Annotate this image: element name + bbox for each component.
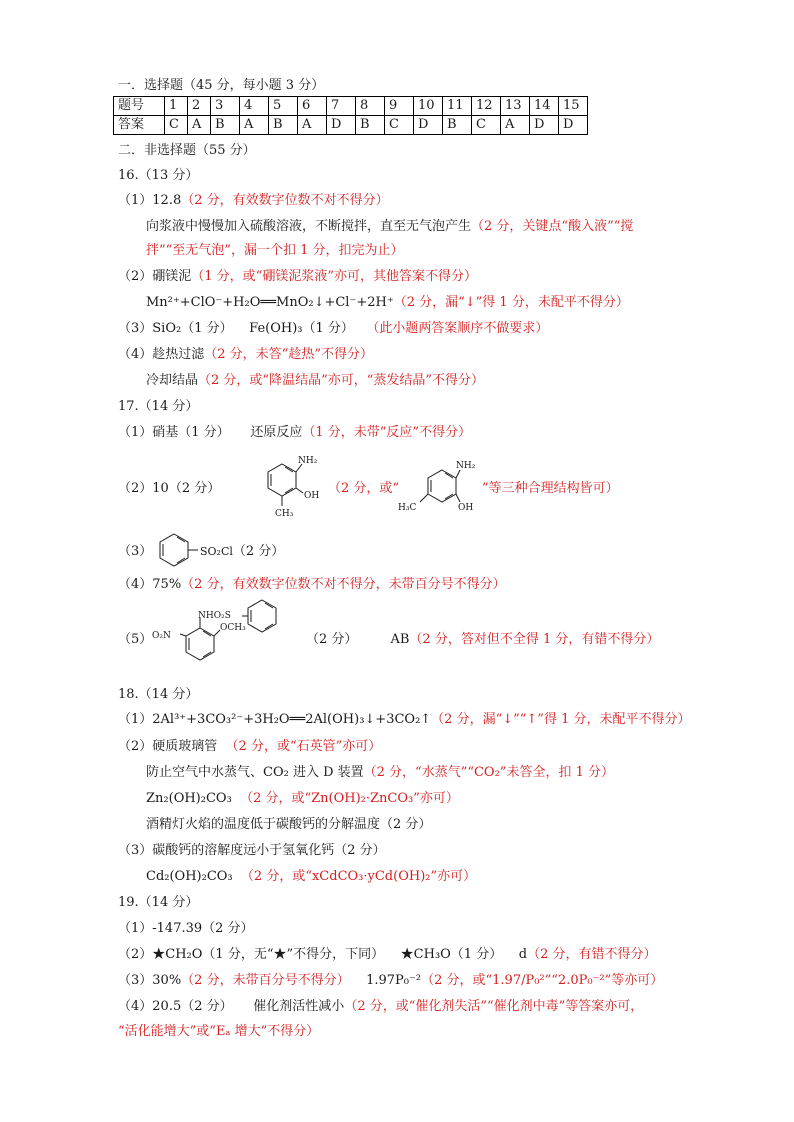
- sulfonamide-label: NHO₂S: [198, 611, 231, 621]
- answer-text: Zn₂(OH)₂CO₃: [146, 791, 232, 806]
- scoring-note: （1 分，或“硼镁泥浆液”亦可，其他答案不得分）: [191, 269, 477, 284]
- section1-title: 一．选择题（45 分，每小题 3 分）: [118, 78, 325, 93]
- answer-text: 防止空气中水蒸气、CO₂ 进入 D 装置: [146, 765, 364, 780]
- answer-text: AB: [390, 632, 410, 647]
- answer-text: （2）硬质玻璃管: [118, 739, 218, 754]
- scoring-note: （2 分，“水蒸气”“CO₂”未答全，扣 1 分）: [363, 765, 614, 780]
- methyl-label: CH₃: [275, 509, 294, 519]
- scoring-note: （2 分，有效数字位数不对不得分，未带百分号不得分）: [181, 577, 506, 592]
- answer-text: （3）30%: [118, 973, 182, 988]
- answer-text: （4）20.5（2 分）: [118, 999, 233, 1014]
- table-cell: 12: [472, 97, 501, 116]
- scoring-note: （2 分，或“xCdCO₃·yCd(OH)₂”亦可）: [240, 869, 477, 884]
- scoring-note: （2 分，答对但不全得 1 分，有错不得分）: [409, 632, 660, 647]
- q19-part4: [118, 998, 643, 1016]
- q17-heading: 17.（14 分）: [118, 399, 199, 414]
- table-cell: 5: [269, 97, 298, 116]
- scoring-note: （2 分，有错不得分）: [527, 947, 657, 962]
- table-cell: B: [211, 116, 240, 135]
- table-cell: A: [501, 116, 530, 135]
- answer-text: （4）趁热过滤: [118, 347, 205, 362]
- answer-text: （1）硝基（1 分）: [118, 425, 230, 440]
- structure-sulfonamide-product: [150, 598, 300, 680]
- q17-part2-label: （2）10（2 分）: [118, 481, 221, 496]
- table-header-label: 题号: [114, 97, 165, 116]
- table-cell: B: [269, 116, 298, 135]
- score: （2 分）: [232, 544, 285, 559]
- q18-part2: [118, 738, 381, 756]
- table-cell: C: [472, 116, 501, 135]
- methyl-label: H₃C: [398, 503, 417, 513]
- q16-part4: [118, 346, 373, 364]
- scoring-note: （2 分，有效数字位数不对不得分）: [181, 193, 389, 208]
- table-cell: 10: [414, 97, 443, 116]
- answer-text: d: [518, 947, 528, 962]
- table-cell: 1: [165, 97, 188, 116]
- table-cell: 15: [559, 97, 588, 116]
- q17-part2-note-b: ”等三种合理结构皆可）: [482, 481, 619, 496]
- answer-text: 冷却结晶: [146, 373, 199, 388]
- q18-heading: 18.（14 分）: [118, 687, 199, 702]
- q17-part2-note-a: （2 分，或“: [328, 481, 400, 496]
- q16-part3: [118, 320, 548, 338]
- q17-part3-answer: [200, 543, 284, 561]
- scoring-note: （2 分，漏“↓”“↑”得 1 分，未配平不得分）: [431, 712, 691, 727]
- chemical-equation: （1）2Al³⁺+3CO₃²⁻+3H₂O══2Al(OH)₃↓+3CO₂↑: [118, 712, 432, 727]
- table-cell: 9: [385, 97, 414, 116]
- table-cell: 6: [298, 97, 327, 116]
- q16-part4b: [146, 372, 484, 390]
- scoring-note: （2 分，或“Zn(OH)₂·ZnCO₃”亦可）: [240, 791, 459, 806]
- scoring-note: （1 分，未带“反应”不得分）: [302, 425, 472, 440]
- methoxy-label: OCH₃: [220, 623, 246, 633]
- table-cell: D: [559, 116, 588, 135]
- answer-table: [113, 96, 588, 135]
- table-row-answers: [114, 116, 588, 135]
- chemical-equation: Mn²⁺+ClO⁻+H₂O══MnO₂↓+Cl⁻+2H⁺: [146, 295, 394, 310]
- scoring-note: （此小题两答案顺序不做要求）: [366, 321, 549, 336]
- table-cell: 2: [188, 97, 211, 116]
- scoring-note: （2 分，或“降温结晶”亦可，“蒸发结晶”不得分）: [198, 373, 485, 388]
- amino-label: NH₂: [298, 456, 318, 466]
- answer-text: 1.97P₀⁻²: [366, 973, 422, 988]
- structure-aminomethylphenol: [250, 452, 330, 524]
- answer-text: Fe(OH)₃（1 分）: [249, 321, 354, 336]
- table-cell: D: [414, 116, 443, 135]
- q17-part5-answer: [306, 631, 659, 649]
- section2-title: 二．非选择题（55 分）: [118, 143, 256, 158]
- table-cell: A: [188, 116, 211, 135]
- scoring-note: （2 分，未答“趁热”不得分）: [204, 347, 373, 362]
- table-cell: 8: [356, 97, 385, 116]
- table-cell: B: [356, 116, 385, 135]
- q16-part2: [118, 268, 477, 286]
- amino-label: NH₂: [456, 461, 476, 471]
- table-cell: B: [443, 116, 472, 135]
- q16-part1-note-cont: 拌”“至无气泡”，漏一个扣 1 分，扣完为止）: [146, 243, 404, 258]
- table-cell: 13: [501, 97, 530, 116]
- table-cell: A: [240, 116, 269, 135]
- table-cell: 4: [240, 97, 269, 116]
- structure-alternative-isomer: [394, 458, 484, 518]
- table-cell: 3: [211, 97, 240, 116]
- nitro-label: O₂N: [152, 631, 171, 641]
- q17-part4: [118, 576, 506, 594]
- q18-part3: （3）碳酸钙的溶解度远小于氢氧化钙（2 分）: [118, 843, 386, 858]
- q18-part2c: [146, 790, 459, 808]
- scoring-note: （2 分，或“催化剂失活”“催化剂中毒”等答案亦可，: [344, 999, 644, 1014]
- hydroxyl-label: OH: [458, 503, 474, 513]
- q18-part2d: 酒精灯火焰的温度低于碳酸钙的分解温度（2 分）: [146, 817, 432, 832]
- sulfonyl-chloride-group: SO₂Cl: [200, 545, 233, 558]
- table-cell: D: [327, 116, 356, 135]
- answer-text: Cd₂(OH)₂CO₃: [146, 869, 233, 884]
- q17-part1: [118, 424, 471, 442]
- answer-text: 向浆液中慢慢加入硫酸溶液，不断搅拌，直至无气泡产生: [146, 219, 472, 234]
- table-cell: D: [530, 116, 559, 135]
- scoring-note: （2 分，或“石英管”亦可）: [225, 739, 382, 754]
- table-row-numbers: [114, 97, 588, 116]
- q16-part2-equation: [146, 294, 629, 312]
- table-answer-label: 答案: [114, 116, 165, 135]
- table-cell: 11: [443, 97, 472, 116]
- scoring-note: （2 分，漏“↓”得 1 分，未配平不得分）: [393, 295, 629, 310]
- table-cell: C: [165, 116, 188, 135]
- answer-text: 还原反应: [250, 425, 303, 440]
- table-cell: A: [298, 116, 327, 135]
- answer-text: （2）★CH₂O（1 分，无“★”不得分，下同）: [118, 947, 385, 962]
- q18-part2b: [146, 764, 614, 782]
- q19-part2: [118, 946, 656, 964]
- scoring-note: （2 分，未带百分号不得分）: [181, 973, 350, 988]
- answer-text: 催化剂活性减小: [253, 999, 345, 1014]
- q19-part1: （1）-147.39（2 分）: [118, 921, 254, 936]
- answer-text: （4）75%: [118, 577, 182, 592]
- scoring-note: （2 分，或“1.97/P₀²”“2.0P₀⁻²”等亦可）: [421, 973, 664, 988]
- table-cell: C: [385, 116, 414, 135]
- answer-text: （2）硼镁泥: [118, 269, 192, 284]
- q16-part1-procedure: [146, 218, 633, 236]
- answer-text: （3）SiO₂（1 分）: [118, 321, 233, 336]
- table-cell: 14: [530, 97, 559, 116]
- q19-heading: 19.（14 分）: [118, 895, 199, 910]
- q16-part1: [118, 192, 389, 210]
- score: （2 分）: [306, 632, 358, 647]
- scoring-note: （2 分，关键点“酸入液”“搅: [471, 219, 634, 234]
- answer-text: ★CH₃O（1 分）: [400, 947, 503, 962]
- hydroxyl-label: OH: [304, 491, 320, 501]
- table-cell: 7: [327, 97, 356, 116]
- answer-text: （1）12.8: [118, 193, 182, 208]
- q16-heading: 16.（13 分）: [118, 168, 199, 183]
- q18-part3b: [146, 868, 476, 886]
- q19-part4-note-cont: “活化能增大”或“Eₐ 增大”不得分）: [118, 1024, 320, 1039]
- q17-part3-label: （3）: [118, 544, 153, 559]
- q19-part3: [118, 972, 663, 990]
- q18-part1: [118, 711, 690, 729]
- q17-part5-label: （5）: [118, 632, 153, 647]
